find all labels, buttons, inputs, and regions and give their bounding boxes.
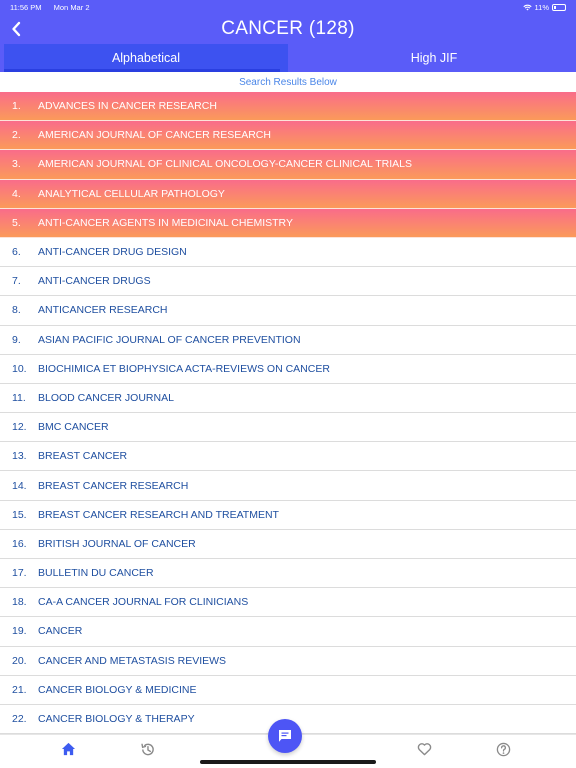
home-icon[interactable]: [58, 740, 78, 758]
status-bar: [0, 0, 576, 14]
list-item[interactable]: [0, 296, 576, 325]
list-item-number: 22.: [12, 713, 27, 726]
list-item-title: BREAST CANCER: [38, 450, 128, 463]
list-item-title: CANCER BIOLOGY & THERAPY: [38, 713, 195, 726]
list-item-number: 21.: [12, 683, 27, 696]
list-item[interactable]: [0, 617, 576, 646]
list-item-number: 19.: [12, 625, 27, 638]
list-item[interactable]: [0, 267, 576, 296]
list-item-number: 2.: [12, 129, 21, 142]
back-icon[interactable]: [6, 18, 26, 40]
list-item-number: 7.: [12, 275, 21, 288]
list-item-title: CA-A CANCER JOURNAL FOR CLINICIANS: [38, 596, 249, 609]
status-time: 11:56 PM: [10, 2, 42, 12]
list-item-title: BREAST CANCER RESEARCH: [38, 479, 189, 492]
list-item-number: 3.: [12, 158, 21, 171]
battery-icon: [552, 4, 566, 11]
list-item-title: BRITISH JOURNAL OF CANCER: [38, 537, 196, 550]
list-item-number: 16.: [12, 537, 27, 550]
list-item-title: ADVANCES IN CANCER RESEARCH: [38, 100, 217, 113]
list-item-number: 13.: [12, 450, 27, 463]
list-item-title: BMC CANCER: [38, 421, 109, 434]
list-item-number: 8.: [12, 304, 21, 317]
list-item-title: AMERICAN JOURNAL OF CANCER RESEARCH: [38, 129, 271, 142]
list-item[interactable]: [0, 530, 576, 559]
journal-list[interactable]: [0, 92, 576, 734]
list-item-number: 10.: [12, 362, 27, 375]
sort-tabs: [0, 44, 576, 72]
list-item-number: 5.: [12, 216, 21, 229]
list-item-number: 17.: [12, 567, 27, 580]
list-item-number: 1.: [12, 100, 21, 113]
heart-icon[interactable]: [414, 740, 434, 758]
list-item-number: 9.: [12, 333, 21, 346]
list-item-title: AMERICAN JOURNAL OF CLINICAL ONCOLOGY-CANCER CLINICAL TRIALS: [38, 158, 412, 171]
list-item-title: CANCER BIOLOGY & MEDICINE: [38, 683, 197, 696]
page-title: CANCER (128): [221, 18, 355, 39]
list-item-number: 20.: [12, 654, 27, 667]
list-item-title: BREAST CANCER RESEARCH AND TREATMENT: [38, 508, 279, 521]
chat-button[interactable]: [268, 719, 302, 753]
list-item[interactable]: [0, 676, 576, 705]
list-item-title: CANCER: [38, 625, 83, 638]
list-item-number: 12.: [12, 421, 27, 434]
list-item[interactable]: [0, 238, 576, 267]
search-results-note: Search Results Below: [239, 76, 337, 88]
list-item[interactable]: [0, 588, 576, 617]
list-item-title: BIOCHIMICA ET BIOPHYSICA ACTA-REVIEWS ON CANCER: [38, 362, 330, 375]
chat-icon: [277, 728, 293, 744]
list-item-title: BULLETIN DU CANCER: [38, 567, 154, 580]
home-indicator: [200, 760, 376, 764]
list-item-number: 18.: [12, 596, 27, 609]
list-item[interactable]: [0, 413, 576, 442]
list-item-number: 6.: [12, 246, 21, 259]
help-icon[interactable]: [493, 740, 513, 758]
list-item[interactable]: [0, 209, 576, 238]
list-item[interactable]: [0, 471, 576, 500]
list-item-title: ASIAN PACIFIC JOURNAL OF CANCER PREVENTION: [38, 333, 301, 346]
tab-high-jif[interactable]: High JIF: [410, 51, 458, 65]
list-item-title: BLOOD CANCER JOURNAL: [38, 391, 174, 404]
list-item-number: 14.: [12, 479, 27, 492]
list-item-title: ANTICANCER RESEARCH: [38, 304, 168, 317]
history-icon[interactable]: [137, 740, 157, 758]
list-item-number: 4.: [12, 187, 21, 200]
list-item-title: CANCER AND METASTASIS REVIEWS: [38, 654, 227, 667]
battery-percent: 11%: [534, 2, 549, 12]
list-item-title: ANTI-CANCER DRUGS: [38, 275, 151, 288]
list-item[interactable]: [0, 442, 576, 471]
list-item[interactable]: [0, 150, 576, 179]
list-item-title: ANALYTICAL CELLULAR PATHOLOGY: [38, 187, 225, 200]
header: [0, 14, 576, 44]
list-item[interactable]: [0, 121, 576, 150]
list-item[interactable]: [0, 384, 576, 413]
tab-alphabetical[interactable]: Alphabetical: [4, 44, 288, 72]
status-right: [523, 3, 566, 12]
list-item[interactable]: [0, 559, 576, 588]
wifi-icon: [523, 4, 532, 11]
list-item-number: 11.: [12, 391, 26, 404]
list-item[interactable]: [0, 501, 576, 530]
status-left: [10, 3, 100, 12]
list-item[interactable]: [0, 92, 576, 121]
list-item[interactable]: [0, 647, 576, 676]
list-item-title: ANTI-CANCER AGENTS IN MEDICINAL CHEMISTRY: [38, 216, 293, 229]
status-date: Mon Mar 2: [53, 2, 90, 12]
list-item[interactable]: [0, 355, 576, 384]
list-item[interactable]: [0, 180, 576, 209]
list-item-number: 15.: [12, 508, 27, 521]
list-item-title: ANTI-CANCER DRUG DESIGN: [38, 246, 187, 259]
list-item[interactable]: [0, 326, 576, 355]
